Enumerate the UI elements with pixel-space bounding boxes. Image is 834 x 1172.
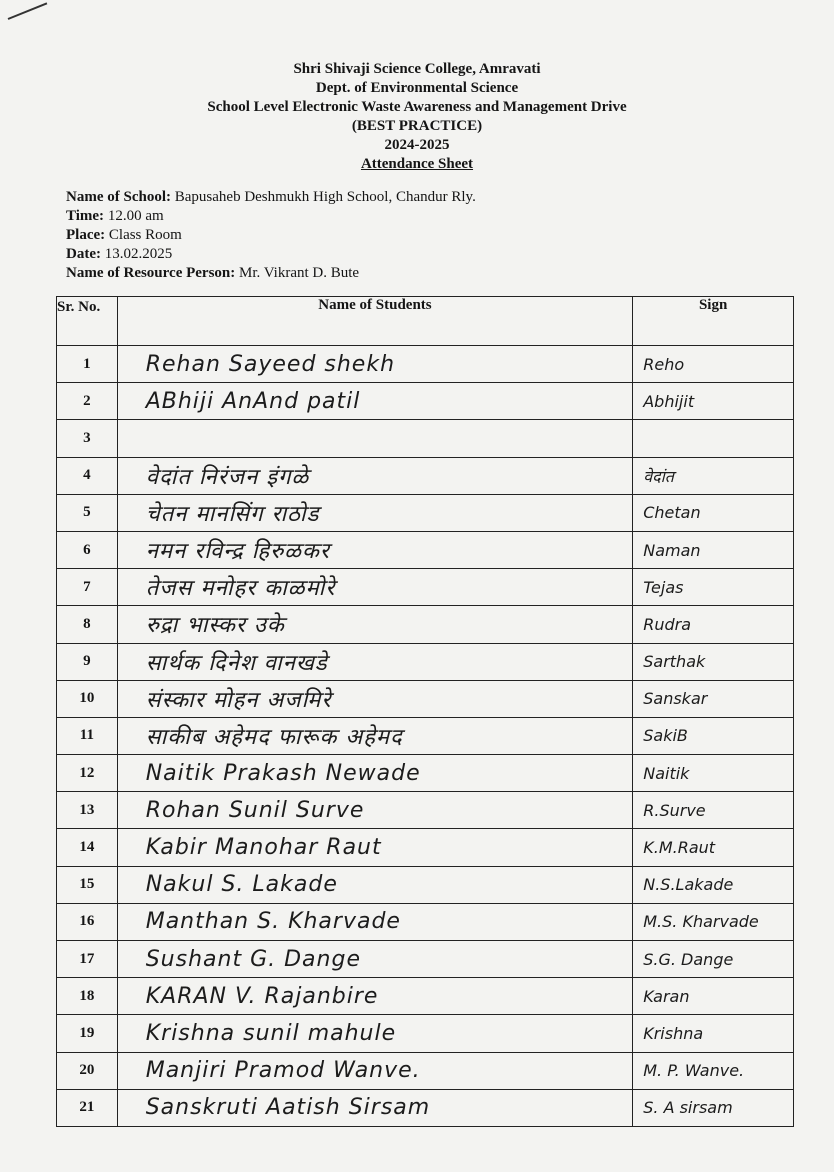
drive-title: School Level Electronic Waste Awareness and Management Drive — [207, 99, 627, 115]
student-name-cell — [117, 680, 633, 717]
student-name: साकीब अहेमद फारूक अहेमद — [145, 724, 403, 750]
sr-no-cell: 8 — [57, 606, 118, 643]
student-name-cell — [117, 903, 633, 940]
student-name-cell — [117, 531, 633, 568]
table-row — [57, 1089, 794, 1126]
student-name: तेजस मनोहर काळमोरे — [145, 576, 336, 602]
signature-cell — [633, 346, 794, 383]
sr-no-cell: 20 — [57, 1052, 118, 1089]
department-name: Dept. of Environmental Science — [315, 80, 519, 96]
student-name-cell — [117, 941, 633, 978]
signature-cell — [633, 903, 794, 940]
document-header — [0, 60, 834, 174]
sr-no-cell: 15 — [57, 866, 118, 903]
signature-cell — [633, 1089, 794, 1126]
student-name-cell — [117, 494, 633, 531]
student-signature: S.G. Dange — [643, 949, 734, 969]
student-name: संस्कार मोहन अजमिरे — [145, 687, 332, 713]
sr-no-cell: 13 — [57, 792, 118, 829]
student-name-cell — [117, 1089, 633, 1126]
signature-cell — [633, 941, 794, 978]
student-name-header: Name of Students — [117, 297, 633, 346]
student-signature: वेदांत — [643, 466, 674, 486]
signature-cell — [633, 531, 794, 568]
student-name-cell — [117, 755, 633, 792]
table-row — [57, 792, 794, 829]
resource-person-line: Name of Resource Person: Mr. Vikrant D. Bute — [66, 265, 360, 281]
student-signature: Abhijit — [643, 391, 695, 411]
signature-cell — [633, 866, 794, 903]
signature-cell — [633, 755, 794, 792]
date-value: 13.02.2025 — [104, 246, 173, 262]
student-signature: N.S.Lakade — [643, 875, 734, 895]
student-name: Kabir Manohar Raut — [145, 835, 382, 861]
sr-no-cell: 2 — [57, 383, 118, 420]
sr-no-cell: 4 — [57, 457, 118, 494]
sr-no-cell: 3 — [57, 420, 118, 457]
table-row — [57, 457, 794, 494]
table-row — [57, 383, 794, 420]
event-details — [66, 188, 476, 283]
student-name-cell — [117, 829, 633, 866]
student-name: Naitik Prakash Newade — [145, 760, 421, 786]
student-name-cell — [117, 1052, 633, 1089]
student-signature: Tejas — [643, 577, 684, 597]
table-row — [57, 606, 794, 643]
student-name-cell — [117, 606, 633, 643]
table-row — [57, 494, 794, 531]
student-name-cell — [117, 717, 633, 754]
table-header-row — [57, 297, 794, 346]
signature-cell — [633, 1052, 794, 1089]
sr-no-cell: 18 — [57, 978, 118, 1015]
student-name-cell — [117, 1015, 633, 1052]
student-signature: SakiB — [643, 726, 688, 746]
student-name-cell — [117, 643, 633, 680]
student-signature: Reho — [643, 354, 685, 374]
signature-cell — [633, 792, 794, 829]
student-signature: Naman — [643, 540, 701, 560]
sr-no-header: Sr. No. — [57, 297, 118, 346]
student-name-cell — [117, 866, 633, 903]
sr-no-cell: 14 — [57, 829, 118, 866]
student-name: Manthan S. Kharvade — [145, 909, 401, 935]
table-row — [57, 755, 794, 792]
student-signature: Karan — [643, 986, 690, 1006]
resource-person-value: Mr. Vikrant D. Bute — [239, 265, 360, 281]
student-name: KARAN V. Rajanbire — [145, 983, 379, 1009]
student-name: चेतन मानसिंग राठोड — [145, 501, 320, 527]
student-name: Rehan Sayeed shekh — [145, 351, 396, 377]
student-name-cell — [117, 420, 633, 457]
academic-year: 2024-2025 — [384, 137, 450, 153]
table-row — [57, 978, 794, 1015]
student-name: Sanskruti Aatish Sirsam — [145, 1095, 431, 1121]
sr-no-cell: 17 — [57, 941, 118, 978]
signature-cell — [633, 717, 794, 754]
signature-cell — [633, 978, 794, 1015]
student-name-cell — [117, 457, 633, 494]
sr-no-cell: 5 — [57, 494, 118, 531]
student-name-cell — [117, 978, 633, 1015]
pen-mark — [8, 2, 48, 20]
student-name-cell — [117, 792, 633, 829]
table-row — [57, 346, 794, 383]
college-name: Shri Shivaji Science College, Amravati — [293, 61, 541, 77]
student-name: नमन रविन्द्र हिरुळकर — [145, 539, 330, 565]
attendance-table — [56, 296, 794, 1127]
table-row — [57, 941, 794, 978]
student-signature: Sarthak — [643, 652, 706, 672]
sr-no-cell: 12 — [57, 755, 118, 792]
student-name: रुद्रा भास्कर उके — [145, 613, 285, 639]
signature-cell — [633, 457, 794, 494]
table-row — [57, 643, 794, 680]
table-row — [57, 829, 794, 866]
signature-cell — [633, 606, 794, 643]
student-name: ABhiji AnAnd patil — [145, 388, 361, 414]
signature-cell — [633, 420, 794, 457]
student-signature: M.S. Kharvade — [643, 912, 759, 932]
signature-cell — [633, 494, 794, 531]
time-line: Time: 12.00 am — [66, 208, 164, 224]
best-practice-label: (BEST PRACTICE) — [351, 118, 483, 134]
sr-no-cell: 7 — [57, 569, 118, 606]
table-row — [57, 569, 794, 606]
sr-no-cell: 11 — [57, 717, 118, 754]
student-name: Rohan Sunil Surve — [145, 797, 365, 823]
student-name: Manjiri Pramod Wanve. — [145, 1058, 421, 1084]
sr-no-cell: 1 — [57, 346, 118, 383]
student-signature: Krishna — [643, 1023, 704, 1043]
table-row — [57, 680, 794, 717]
student-name: Nakul S. Lakade — [145, 872, 338, 898]
signature-cell — [633, 569, 794, 606]
student-signature: K.M.Raut — [643, 838, 716, 858]
sr-no-cell: 21 — [57, 1089, 118, 1126]
student-name: वेदांत निरंजन इंगळे — [145, 464, 310, 490]
date-line: Date: 13.02.2025 — [66, 246, 173, 262]
table-row — [57, 420, 794, 457]
table-row — [57, 717, 794, 754]
student-signature: Rudra — [643, 614, 692, 634]
signature-cell — [633, 1015, 794, 1052]
school-line: Name of School: Bapusaheb Deshmukh High School, Chandur Rly. — [66, 189, 476, 205]
student-signature: M. P. Wanve. — [643, 1061, 745, 1081]
time-value: 12.00 am — [107, 208, 164, 224]
place-value: Class Room — [108, 227, 182, 243]
student-name-cell — [117, 383, 633, 420]
sr-no-cell: 16 — [57, 903, 118, 940]
student-signature: Sanskar — [643, 689, 708, 709]
student-name-cell — [117, 346, 633, 383]
table-row — [57, 1052, 794, 1089]
student-signature: Naitik — [643, 763, 690, 783]
place-line: Place: Class Room — [66, 227, 182, 243]
student-signature: Chetan — [643, 503, 701, 523]
student-name: Krishna sunil mahule — [145, 1020, 397, 1046]
sr-no-cell: 10 — [57, 680, 118, 717]
signature-cell — [633, 829, 794, 866]
table-row — [57, 531, 794, 568]
sign-header: Sign — [633, 297, 794, 346]
student-name-cell — [117, 569, 633, 606]
sr-no-cell: 6 — [57, 531, 118, 568]
table-row — [57, 866, 794, 903]
student-signature: S. A sirsam — [643, 1098, 733, 1118]
signature-cell — [633, 383, 794, 420]
sr-no-cell: 19 — [57, 1015, 118, 1052]
table-row — [57, 1015, 794, 1052]
school-value: Bapusaheb Deshmukh High School, Chandur Rly. — [174, 189, 476, 205]
student-name: Sushant G. Dange — [145, 946, 361, 972]
student-name: सार्थक दिनेश वानखडे — [145, 650, 328, 676]
signature-cell — [633, 680, 794, 717]
student-signature: R.Surve — [643, 800, 706, 820]
signature-cell — [633, 643, 794, 680]
sheet-title: Attendance Sheet — [360, 156, 474, 172]
table-row — [57, 903, 794, 940]
sr-no-cell: 9 — [57, 643, 118, 680]
